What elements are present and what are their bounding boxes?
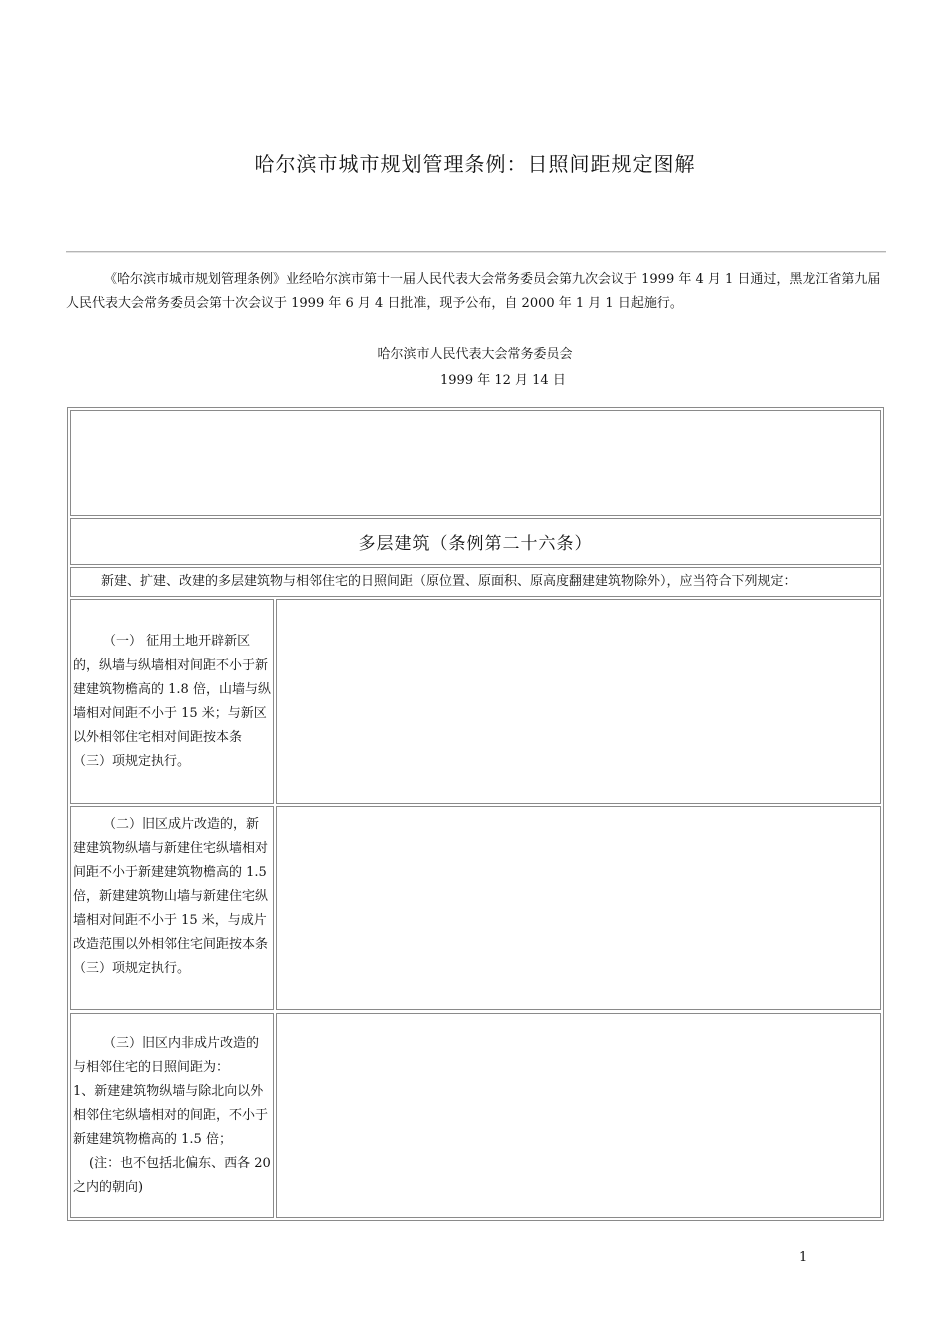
clause-1-text: （一） 征用土地开辟新区的，纵墙与纵墙相对间距不小于新建建筑物檐高的 1.8 倍，山墙与纵墙相对间距不小于 15 米；与新区以外相邻住宅相对间距按本条（三）项规定执行。 [70,599,274,804]
intro-paragraph: 《哈尔滨市城市规划管理条例》业经哈尔滨市第十一届人民代表大会常务委员会第九次会议于 1999 年 4 月 1 日通过，黑龙江省第九届人民代表大会常务委员会第十次会议于 1999 年 6 月 4 日批准，现予公布，自 2000 年 1 月 1 日起施行。 [66,272,881,311]
document-title: 哈尔滨市城市规划管理条例：日照间距规定图解 [254,152,696,176]
table-header-blank-cell [70,410,881,516]
clause-3-diagram [276,1013,881,1218]
clause-2-diagram [276,806,881,1010]
issue-date: 1999 年 12 月 14 日 [440,373,566,388]
page-number: 1 [799,1250,808,1265]
clause-3-text [70,1013,274,1218]
clause-1-diagram [276,599,881,804]
clause-2-text: （二）旧区成片改造的，新建建筑物纵墙与新建住宅纵墙相对间距不小于新建建筑物檐高的 1.5 倍，新建建筑物山墙与新建住宅纵墙相对间距不小于 15 米，与成片改造范围以外相邻住宅间距按本条（三）项规定执行。 [70,806,274,1010]
clause-3-item-1: 1、新建建筑物纵墙与除北向以外相邻住宅纵墙相对的间距，不小于新建建筑物檐高的 1.5 倍； [73,1084,269,1147]
issuer-name: 哈尔滨市人民代表大会常务委员会 [377,347,573,362]
section-description: 新建、扩建、改建的多层建筑物与相邻住宅的日照间距（原位置、原面积、原高度翻建建筑物除外），应当符合下列规定： [70,567,881,597]
clause-3-intro: （三）旧区内非成片改造的与相邻住宅的日照间距为： [73,1036,260,1075]
section-title: 多层建筑（条例第二十六条） [70,518,881,565]
horizontal-divider [66,251,886,253]
clause-3-note: (注：也不包括北偏东、西各 20 之内的朝向) [73,1156,271,1195]
